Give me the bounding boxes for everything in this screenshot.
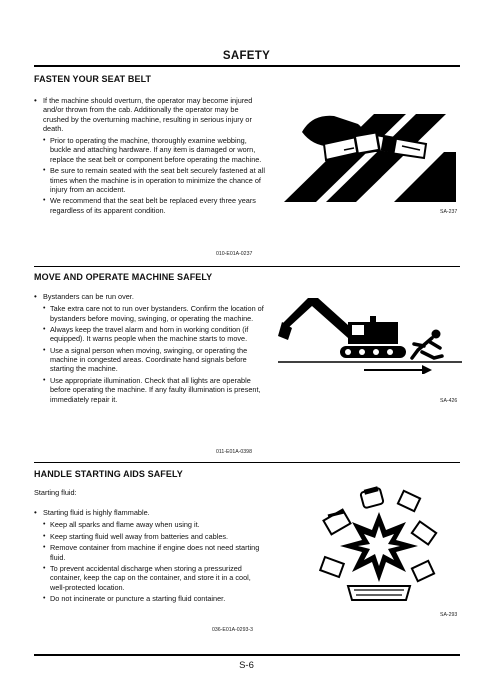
excavator-illustration [278,292,462,374]
section-body-starting-aids [34,508,266,606]
exploding-container-illustration [318,486,440,602]
figure-label: SA-293 [440,612,458,618]
sub-bullet: • Keep starting fluid well away from batteries and cables. [43,532,266,541]
section-code: 011-E01A-0398 [216,449,252,455]
lead-bullet: • Bystanders can be run over. [34,292,266,301]
sub-bullet: • We recommend that the seat belt be replaced every three years regardless of its apparent condition. [43,196,266,215]
lead-bullet: • Starting fluid is highly flammable. [34,508,266,517]
section-code: 036-E01A-0293-3 [212,627,253,633]
section-divider [34,462,460,463]
sub-bullet: • Do not incinerate or puncture a starting fluid container. [43,594,266,603]
figure-label: SA-237 [440,209,458,215]
page-header-title: SAFETY [222,50,271,62]
section-title-starting-aids: HANDLE STARTING AIDS SAFELY [34,469,183,479]
figure-label: SA-426 [440,398,458,404]
seat-belt-illustration [274,104,460,204]
header-rule [34,65,460,67]
sub-bullet: • Remove container from machine if engine does not need starting fluid. [43,543,266,562]
sub-bullet: • Take extra care not to run over bystanders. Confirm the location of bystanders before moving, swinging, or operating the machine. [43,304,266,323]
sub-bullet: • Prior to operating the machine, thoroughly examine webbing, buckle and attaching hardware. If any item is damaged or worn, replace the seat belt or component before operating the machine. [43,136,266,164]
section-code: 010-E01A-0237 [216,251,253,257]
sub-bullet: • Always keep the travel alarm and horn in working condition (if equipped). It warns people when the machine starts to move. [43,325,266,344]
sub-bullet: • Use a signal person when moving, swinging, or operating the machine in congested areas. Coordinate hand signals before starting the machine. [43,346,266,374]
sub-bullet: • Keep all sparks and flame away when using it. [43,520,266,529]
section-body-move-operate [34,292,266,406]
lead-bullet: • If the machine should overturn, the operator may become injured and/or thrown from the cab. Additionally the operator may be crushed by the overturning machine, resulting in serious injury or death. [34,96,266,133]
section-divider [34,266,460,267]
section-title-seat-belt: FASTEN YOUR SEAT BELT [34,74,152,84]
section-title-move-operate: MOVE AND OPERATE MACHINE SAFELY [34,272,213,282]
section-intro: Starting fluid: [34,488,77,497]
footer-rule [34,654,460,656]
section-body-seat-belt [34,96,266,217]
page-number: S-6 [239,660,254,671]
sub-bullet: • Use appropriate illumination. Check that all lights are operable before operating the machine. If any faulty illumination is present, immediately repair it. [43,376,266,404]
sub-bullet: • To prevent accidental discharge when storing a pressurized container, keep the cap on the container, and store it in a cool, well-protected location. [43,564,266,592]
sub-bullet: • Be sure to remain seated with the seat belt securely fastened at all times when the machine is in operation to minimize the chance of injury from an accident. [43,166,266,194]
